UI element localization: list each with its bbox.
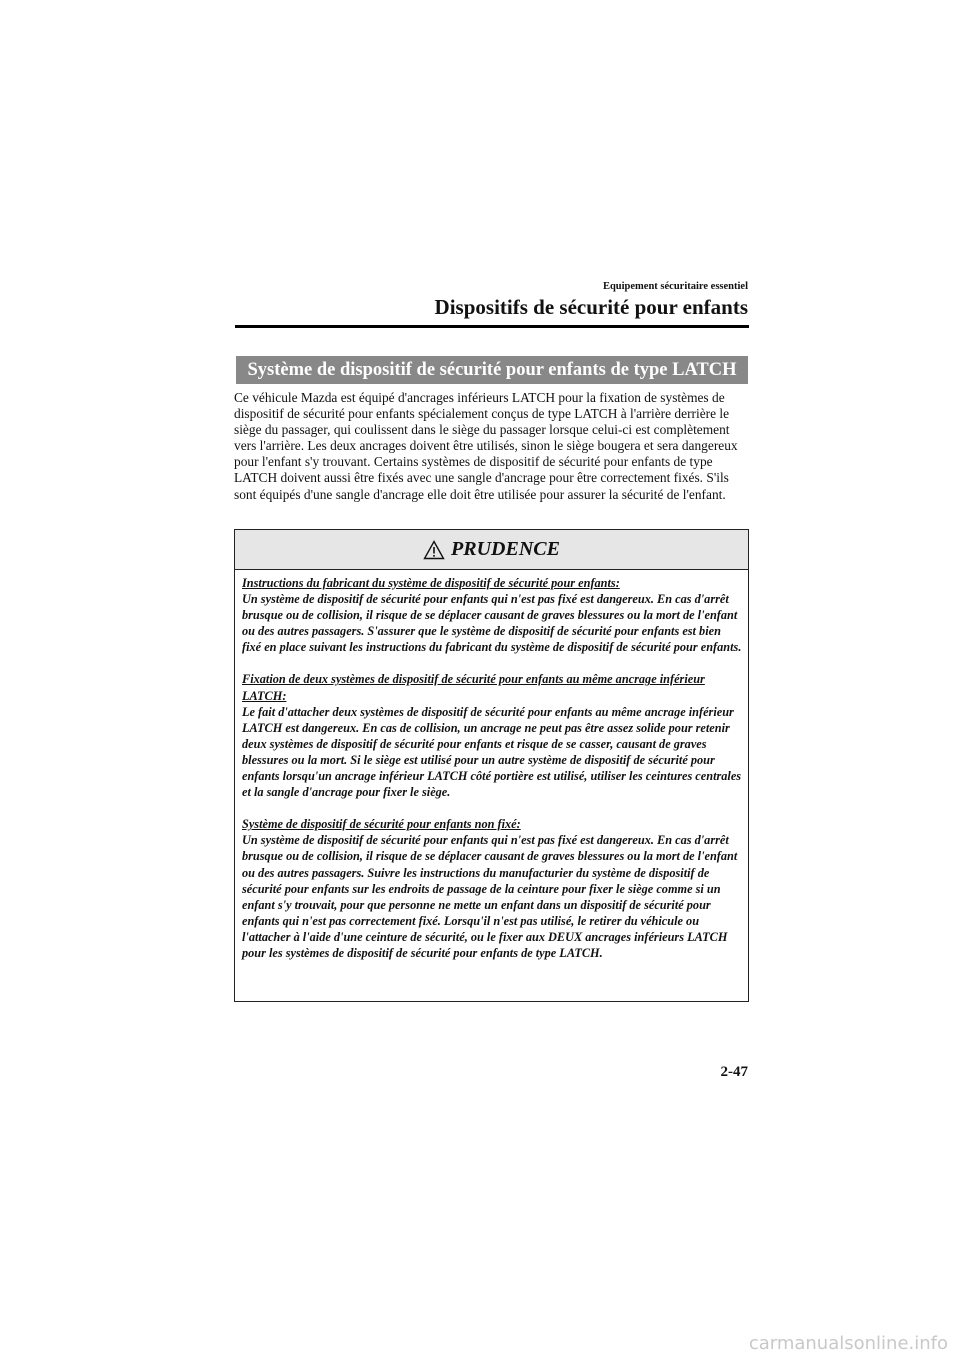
caution-item-heading: Instructions du fabricant du système de dispositif de sécurité pour enfants: — [242, 576, 620, 590]
chapter-label: Equipement sécuritaire essentiel — [602, 281, 748, 292]
caution-title: PRUDENCE — [451, 538, 560, 560]
page-title: Dispositifs de sécurité pour enfants — [434, 295, 748, 319]
watermark: carmanualsonline.info — [748, 1333, 948, 1354]
caution-item-text: Un système de dispositif de sécurité pour enfants qui n'est pas fixé est dangereux. En cas d'arrêt brusque ou de collision, il risque de se déplacer causant de graves blessures ou la mort de l'enfant ou des autres passagers. Suivre les instructions du manufacturier du système de dispositif de sécurité pour enfants sur les endroits de passage de la ceinture pour fixer le siège comme si un enfant s'y trouvait, pour que personne ne mette un enfant dans un dispositif de sécurité pour enfants qui n'est pas correctement fixé. Lorsqu'il n'est pas utilisé, le retirer du véhicule ou l'attacher à l'aide d'une ceinture de sécurité, ou le fixer aux DEUX ancrages inférieurs LATCH pour les systèmes de dispositif de sécurité pour enfants de type LATCH. — [242, 833, 738, 960]
header-divider — [235, 325, 749, 328]
caution-box — [234, 529, 749, 1002]
warning-triangle-icon — [423, 540, 445, 560]
section-title: Système de dispositif de sécurité pour enfants de type LATCH — [236, 356, 748, 384]
caution-item — [242, 671, 742, 800]
caution-body — [235, 570, 748, 961]
caution-item-heading: Fixation de deux systèmes de dispositif de sécurité pour enfants au même ancrage inférieur LATCH: — [242, 672, 705, 703]
caution-item-text: Un système de dispositif de sécurité pour enfants qui n'est pas fixé est dangereux. En cas d'arrêt brusque ou de collision, il risque de se déplacer causant de graves blessures ou la mort de l'enfant ou des autres passagers. S'assurer que le système de dispositif de sécurité pour enfants est bien fixé en place suivant les instructions du fabricant du système de dispositif de sécurité pour enfants. — [242, 592, 742, 655]
section-body: Ce véhicule Mazda est équipé d'ancrages inférieurs LATCH pour la fixation de systèmes de dispositif de sécurité pour enfants spécialement conçus de type LATCH à l'arrière derrière le siège du passager, qui coulissent dans le siège du passager lorsque celui-ci est complètement vers l'arrière. Les deux ancrages doivent être utilisés, sinon le siège bougera et sera dangereux pour l'enfant s'y trouvant. Certains systèmes de dispositif de sécurité pour enfants de type LATCH doivent aussi être fixés avec une sangle d'ancrage pour être correctement fixés. S'ils sont équipés d'une sangle d'ancrage elle doit être utilisée pour assurer la sécurité de l'enfant. — [234, 390, 738, 502]
caution-item-text: Le fait d'attacher deux systèmes de dispositif de sécurité pour enfants au même ancrage inférieur LATCH est dangereux. En cas de collision, un ancrage ne peut pas être assez solide pour retenir deux systèmes de dispositif de sécurité pour enfants et risque de se casser, causant de graves blessures ou la mort. Si le siège est utilisé pour un autre système de dispositif de sécurité pour enfants lorsqu'un ancrage inférieur LATCH côté portière est utilisé, utiliser les ceintures centrales et la sangle d'ancrage pour fixer le siège. — [242, 704, 742, 800]
page-number: 2-47 — [720, 1064, 748, 1080]
caution-item — [242, 816, 742, 961]
caution-item-heading: Système de dispositif de sécurité pour enfants non fixé: — [242, 817, 521, 832]
caution-item — [242, 575, 742, 655]
caution-header — [235, 530, 748, 570]
